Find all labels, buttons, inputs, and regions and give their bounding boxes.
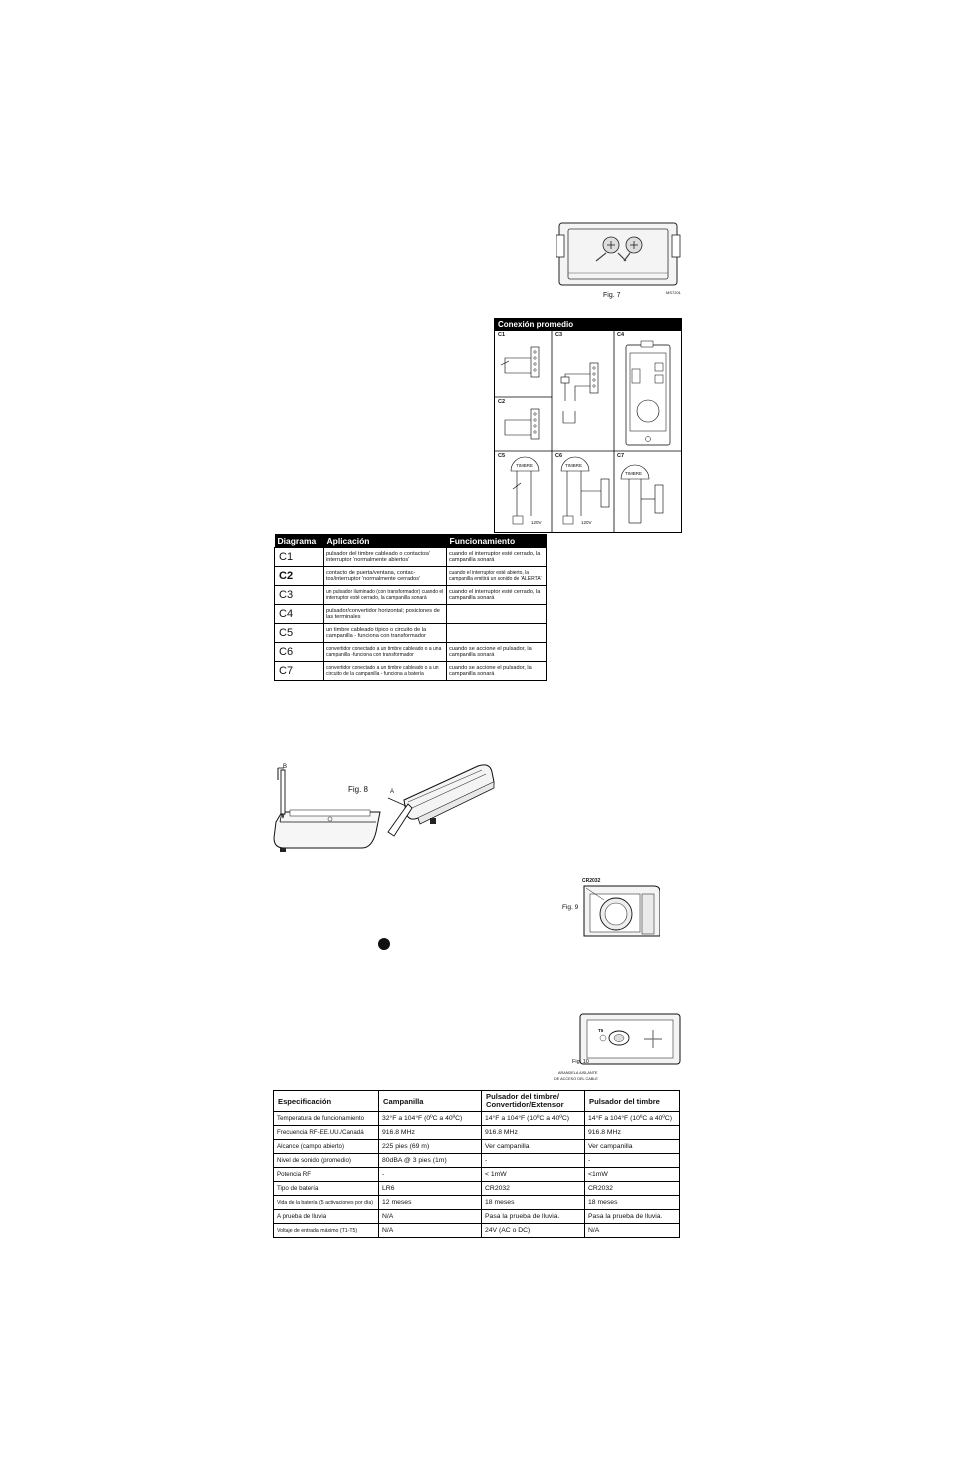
panel-c2 bbox=[505, 409, 539, 439]
panel-c3 bbox=[561, 363, 598, 423]
c5-voltage-label: 120V bbox=[531, 520, 542, 525]
fig9-battery-label: CR2032 bbox=[582, 878, 601, 884]
fig8-callout-b: B bbox=[283, 764, 288, 770]
spec-value: 24V (AC o DC) bbox=[482, 1224, 585, 1238]
fig10-label: Fig. 10 bbox=[572, 1059, 589, 1065]
fig8-illustration bbox=[268, 760, 508, 860]
table-row bbox=[274, 1224, 680, 1238]
row-func bbox=[447, 605, 547, 624]
spec-value: 916.8 MHz bbox=[482, 1126, 585, 1140]
panel-c1 bbox=[501, 347, 539, 377]
spec-table-header bbox=[274, 1091, 680, 1112]
row-app: pulsador del timbre cableado o contactos/ interruptor 'normalmente abiertos' bbox=[324, 548, 447, 567]
table-row bbox=[275, 548, 547, 567]
c6-voltage-label: 120V bbox=[581, 520, 592, 525]
spec-value: LR6 bbox=[379, 1182, 482, 1196]
row-code: C3 bbox=[275, 586, 324, 605]
panel-c7-label: C7 bbox=[617, 453, 625, 459]
row-app: un pulsador iluminado (con transformador) cuando el interruptor esté cerrado, la campanilla sonará bbox=[324, 586, 447, 605]
row-code: C7 bbox=[275, 662, 324, 681]
table-row bbox=[275, 624, 547, 643]
spec-value: CR2032 bbox=[585, 1182, 680, 1196]
panel-c4-label: C4 bbox=[617, 332, 625, 338]
row-app: convertidor conectado a un timbre cableado o a un circuito de la campanilla - funciona a batería bbox=[324, 662, 447, 681]
spec-name: Voltaje de entrada máximo (T1-T5) bbox=[274, 1224, 379, 1238]
header-aplicacion: Aplicación bbox=[324, 534, 447, 548]
table-row bbox=[274, 1168, 680, 1182]
row-code: C6 bbox=[275, 643, 324, 662]
table-row bbox=[275, 605, 547, 624]
fig10-caption-line1: ARANDELA AISLANTE bbox=[558, 1071, 598, 1075]
diagram-table-header bbox=[275, 534, 547, 548]
table-row bbox=[274, 1182, 680, 1196]
spec-name: Nivel de sonido (promedio) bbox=[274, 1154, 379, 1168]
spec-name: Temperatura de funcionamiento bbox=[274, 1112, 379, 1126]
row-func: cuando se accione el pulsador, la campanilla sonará bbox=[447, 643, 547, 662]
row-func: cuando el interruptor esté abierto, la campanilla emitirá un sonido de 'ALERTA' bbox=[447, 567, 547, 586]
black-dot bbox=[378, 938, 390, 950]
spec-value: N/A bbox=[379, 1210, 482, 1224]
spec-value: Ver campanilla bbox=[585, 1140, 680, 1154]
spec-value: 18 meses bbox=[585, 1196, 680, 1210]
panel-c3-label: C3 bbox=[555, 332, 563, 338]
spec-name: Frecuencia RF-EE.UU./Canadá bbox=[274, 1126, 379, 1140]
table-row bbox=[274, 1140, 680, 1154]
spec-name: Potencia RF bbox=[274, 1168, 379, 1182]
table-row bbox=[275, 662, 547, 681]
row-code: C1 bbox=[275, 548, 324, 567]
spec-value: 225 pies (69 m) bbox=[379, 1140, 482, 1154]
fig9-illustration bbox=[580, 880, 660, 942]
table-row bbox=[274, 1154, 680, 1168]
spec-value: Pasa la prueba de lluvia. bbox=[482, 1210, 585, 1224]
row-code: C2 bbox=[275, 567, 324, 586]
header-pulsador-timbre: Pulsador del timbre bbox=[585, 1091, 680, 1112]
conexion-title: Conexión promedio bbox=[495, 319, 681, 331]
spec-name: Vida de la batería (5 activaciones por día) bbox=[274, 1196, 379, 1210]
table-row bbox=[275, 567, 547, 586]
spec-value: 916.8 MHz bbox=[585, 1126, 680, 1140]
fig7-label: Fig. 7 bbox=[603, 292, 621, 299]
fig8-callout-a: A bbox=[390, 789, 395, 795]
table-row bbox=[274, 1210, 680, 1224]
table-row bbox=[274, 1196, 680, 1210]
spec-value: - bbox=[585, 1154, 680, 1168]
fig9-label: Fig. 9 bbox=[562, 904, 579, 911]
row-func: cuando el interruptor esté cerrado, la campanilla sonará bbox=[447, 586, 547, 605]
row-app: contacto de puerta/ventana, contac- tos/interruptor 'normalmente cerrados' bbox=[324, 567, 447, 586]
table-row bbox=[274, 1126, 680, 1140]
row-code: C5 bbox=[275, 624, 324, 643]
fig7-illustration bbox=[556, 215, 681, 295]
spec-name: Alcance (campo abierto) bbox=[274, 1140, 379, 1154]
conexion-diagram-box bbox=[494, 318, 682, 533]
spec-value: 14°F a 104°F (10ºC a 40ºC) bbox=[482, 1112, 585, 1126]
table-row bbox=[274, 1112, 680, 1126]
spec-table bbox=[273, 1090, 680, 1238]
table-row bbox=[275, 643, 547, 662]
header-diagrama: Diagrama bbox=[275, 534, 324, 548]
header-pulsador-convertidor: Pulsador del timbre/ Convertidor/Extensor bbox=[482, 1091, 585, 1112]
fig10-t5-mark: T5 bbox=[598, 1028, 604, 1033]
spec-value: - bbox=[379, 1168, 482, 1182]
c5-timbre-label: TIMBRE bbox=[516, 463, 534, 468]
table-row bbox=[275, 586, 547, 605]
spec-value: 14°F a 104°F (10ºC a 40ºC) bbox=[585, 1112, 680, 1126]
c6-timbre-label: TIMBRE bbox=[565, 463, 583, 468]
spec-value: - bbox=[482, 1154, 585, 1168]
panel-c5-label: C5 bbox=[498, 453, 506, 459]
row-app: convertidor conectado a un timbre cableado o a una campanilla -funciona con transformador bbox=[324, 643, 447, 662]
spec-name: A prueba de lluvia bbox=[274, 1210, 379, 1224]
spec-value: 18 meses bbox=[482, 1196, 585, 1210]
diagram-table bbox=[274, 534, 547, 681]
row-app: un timbre cableado típico o circuito de la campanilla - funciona con transformador bbox=[324, 624, 447, 643]
c7-timbre-label: TIMBRE bbox=[625, 471, 643, 476]
fig7-code: MS7201 bbox=[666, 290, 681, 295]
spec-value: Ver campanilla bbox=[482, 1140, 585, 1154]
spec-value: 916.8 MHz bbox=[379, 1126, 482, 1140]
panel-c4 bbox=[626, 341, 670, 445]
fig10-caption-line2: DE ACCESO DEL CABLE bbox=[554, 1077, 598, 1081]
row-func: cuando el interruptor esté cerrado, la campanilla sonará bbox=[447, 548, 547, 567]
spec-value: 12 meses bbox=[379, 1196, 482, 1210]
spec-value: <1mW bbox=[585, 1168, 680, 1182]
panel-c2-label: C2 bbox=[498, 399, 506, 405]
spec-value: Pasa la prueba de lluvia. bbox=[585, 1210, 680, 1224]
row-func bbox=[447, 624, 547, 643]
panel-c6-label: C6 bbox=[555, 453, 563, 459]
header-especificacion: Especificación bbox=[274, 1091, 379, 1112]
row-code: C4 bbox=[275, 605, 324, 624]
spec-name: Tipo de batería bbox=[274, 1182, 379, 1196]
spec-value: 80dBA @ 3 pies (1m) bbox=[379, 1154, 482, 1168]
row-app: pulsador/convertidor horizontal; posiciones de las terminales bbox=[324, 605, 447, 624]
row-func: cuando se accione el pulsador, la campanilla sonará bbox=[447, 662, 547, 681]
fig8-label: Fig. 8 bbox=[348, 785, 369, 794]
spec-value: N/A bbox=[379, 1224, 482, 1238]
spec-value: < 1mW bbox=[482, 1168, 585, 1182]
header-funcionamiento: Funcionamiento bbox=[447, 534, 547, 548]
spec-value: 32°F a 104°F (0ºC a 40ºC) bbox=[379, 1112, 482, 1126]
spec-value: CR2032 bbox=[482, 1182, 585, 1196]
panel-c1-label: C1 bbox=[498, 332, 506, 338]
header-campanilla: Campanilla bbox=[379, 1091, 482, 1112]
spec-value: N/A bbox=[585, 1224, 680, 1238]
fig10-illustration bbox=[577, 1010, 683, 1070]
